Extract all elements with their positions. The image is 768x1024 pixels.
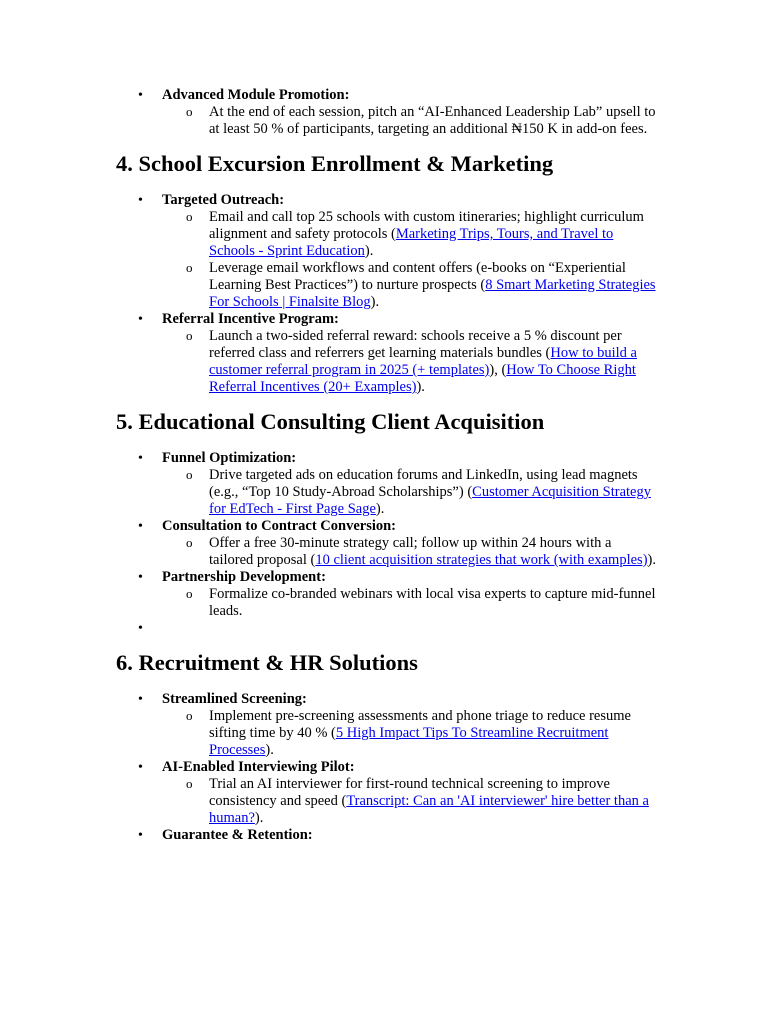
sub-list-item [162,586,656,620]
list-item [116,87,656,138]
sub-list-item [162,776,656,827]
sub-list-item [162,260,656,311]
sub-item-text: Launch a two-sided referral reward: schools receive a 5 % discount per referred class and referrers get learning materials bundles ( [209,328,622,361]
sub-list [162,586,656,620]
intro-list [116,87,656,138]
sub-item-text: ). [265,742,274,758]
sub-item-text: ). [416,379,425,395]
sub-list [162,708,656,759]
list-item [116,192,656,311]
reference-link[interactable]: Marketing Trips, Tours, and Travel to Schools - Sprint Education [209,226,614,259]
bullet-label: Referral Incentive Program: [162,311,339,327]
sub-item-text: ). [364,243,374,259]
sub-item-text: Implement pre-screening assessments and phone triage to reduce resume sifting time by 40 % ( [209,708,631,741]
section-heading-6: 6. Recruitment & HR Solutions [116,650,418,675]
document-content [116,87,656,844]
bullet-label: AI-Enabled Interviewing Pilot: [162,759,355,775]
reference-link[interactable]: 10 client acquisition strategies that work (with examples) [315,552,648,568]
sub-list [162,467,656,518]
sub-item-text: Drive targeted ads on education forums and LinkedIn, using lead magnets (e.g., “Top 10 Study-Abroad Scholarships”) ( [209,467,638,500]
section5-list [116,450,656,637]
list-item [116,450,656,518]
list-item [116,518,656,569]
sub-list [162,776,656,827]
reference-link[interactable]: How to build a customer referral program in 2025 (+ templates) [209,345,637,378]
sub-list-item [162,467,656,518]
bullet-label: Streamlined Screening: [162,691,307,707]
reference-link[interactable]: 8 Smart Marketing Strategies For Schools | Finalsite Blog [209,277,656,310]
section-heading-4: 4. School Excursion Enrollment & Marketing [116,151,554,176]
sub-list-item [162,209,656,260]
empty-list-item [116,620,656,637]
sub-item-text: ). [375,501,385,517]
sub-list [162,535,656,569]
section-heading-5: 5. Educational Consulting Client Acquisition [116,409,545,434]
sub-list-item [162,535,656,569]
sub-item-text: Leverage email workflows and content offers (e-books on “Experiential Learning Best Practices”) to nurture prospects ( [209,260,626,293]
sub-item-text: ), ( [489,362,507,378]
list-item [116,827,656,844]
bullet-label: Advanced Module Promotion: [162,87,350,103]
bullet-label: Funnel Optimization: [162,450,297,466]
reference-link[interactable]: How To Choose Right Referral Incentives (20+ Examples) [209,362,636,395]
list-item [116,569,656,620]
sub-item-text: At the end of each session, pitch an “AI-Enhanced Leadership Lab” upsell to at least 50 % of participants, targeting an additional ₦150 K in add-on fees. [209,104,656,137]
sub-list [162,209,656,311]
sub-item-text: ). [254,810,264,826]
section4-list [116,192,656,396]
bullet-label: Consultation to Contract Conversion: [162,518,397,534]
sub-list [162,328,656,396]
sub-list-item [162,328,656,396]
sub-list [162,104,656,138]
bullet-label: Guarantee & Retention: [162,827,313,843]
list-item [116,759,656,827]
sub-item-text: Offer a free 30-minute strategy call; follow up within 24 hours with a tailored proposal ( [209,535,612,568]
reference-link[interactable]: Transcript: Can an 'AI interviewer' hire better than a human? [209,793,649,826]
sub-item-text: ). [370,294,380,310]
bullet-label: Partnership Development: [162,569,326,585]
sub-item-text: Trial an AI interviewer for first-round technical screening to improve consistency and speed ( [209,776,610,809]
list-item [116,691,656,759]
section6-list [116,691,656,844]
sub-item-text: Formalize co-branded webinars with local visa experts to capture mid-funnel leads. [209,586,656,619]
sub-item-text: ). [647,552,656,568]
list-item [116,311,656,396]
sub-list-item [162,104,656,138]
reference-link[interactable]: 5 High Impact Tips To Streamline Recruitment Processes [209,725,609,758]
reference-link[interactable]: Customer Acquisition Strategy for EdTech - First Page Sage [209,484,651,517]
bullet-label: Targeted Outreach: [162,192,285,208]
sub-list-item [162,708,656,759]
sub-item-text: Email and call top 25 schools with custom itineraries; highlight curriculum alignment and safety protocols ( [209,209,644,242]
